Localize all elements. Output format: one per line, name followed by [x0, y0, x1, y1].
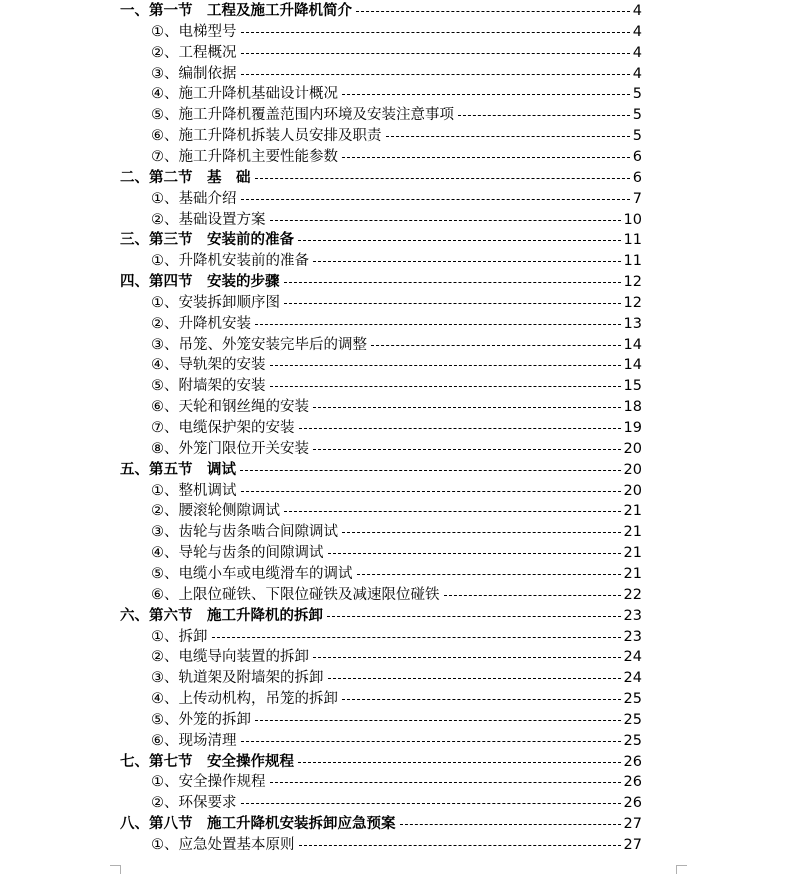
toc-entry-title: ⑤、施工升降机覆盖范围内环境及安装注意事项	[151, 107, 454, 124]
dot-leader	[212, 637, 621, 638]
toc-subsection-entry[interactable]	[151, 627, 642, 648]
toc-page-number: 6	[632, 148, 642, 165]
toc-entry-title: ②、电缆导向装置的拆卸	[151, 649, 309, 666]
toc-entry-title: ⑥、天轮和钢丝绳的安装	[151, 399, 309, 416]
dot-leader	[386, 136, 630, 137]
toc-entry-title: ③、吊笼、外笼安装完毕后的调整	[151, 336, 367, 353]
dot-leader	[328, 678, 621, 679]
toc-subsection-entry[interactable]	[151, 22, 642, 43]
toc-page-number: 20	[623, 461, 642, 478]
dot-leader	[270, 782, 621, 783]
toc-entry-title: ①、升降机安装前的准备	[151, 253, 309, 270]
toc-page-number: 23	[623, 607, 642, 624]
toc-page-number: 27	[623, 816, 642, 833]
toc-page-number: 6	[632, 169, 642, 186]
toc-subsection-entry[interactable]	[151, 418, 642, 439]
toc-page-number: 7	[632, 190, 642, 207]
toc-entry-title: ②、基础设置方案	[151, 211, 266, 228]
toc-entry-title: ①、电梯型号	[151, 23, 237, 40]
toc-subsection-entry[interactable]	[151, 668, 642, 689]
toc-subsection-entry[interactable]	[151, 689, 642, 710]
toc-subsection-entry[interactable]	[151, 355, 642, 376]
toc-subsection-entry[interactable]	[151, 647, 642, 668]
toc-section-entry[interactable]	[120, 1, 642, 22]
toc-page-number: 14	[623, 357, 642, 374]
toc-subsection-entry[interactable]	[151, 43, 642, 64]
toc-subsection-entry[interactable]	[151, 84, 642, 105]
dot-leader	[298, 762, 621, 763]
toc-entry-title: ②、腰滚轮侧隙调试	[151, 503, 280, 520]
dot-leader	[400, 824, 621, 825]
toc-entry-title: ③、编制依据	[151, 65, 237, 82]
dot-leader	[255, 720, 621, 721]
toc-section-entry[interactable]	[120, 606, 642, 627]
toc-subsection-entry[interactable]	[151, 293, 642, 314]
toc-entry-title: 八、第八节 施工升降机安装拆卸应急预案	[120, 816, 396, 833]
toc-page-number: 5	[632, 86, 642, 103]
dot-leader	[270, 220, 621, 221]
toc-page-number: 25	[623, 691, 642, 708]
toc-subsection-entry[interactable]	[151, 314, 642, 335]
toc-subsection-entry[interactable]	[151, 543, 642, 564]
toc-page-number: 4	[632, 3, 642, 19]
toc-page-number: 20	[623, 440, 642, 457]
toc-entry-title: ⑥、现场清理	[151, 732, 237, 749]
toc-subsection-entry[interactable]	[151, 105, 642, 126]
toc-entry-title: 四、第四节 安装的步骤	[120, 274, 280, 291]
page-corner-mark-left	[110, 865, 121, 874]
dot-leader	[342, 699, 621, 700]
toc-entry-title: ④、上传动机构，吊笼的拆卸	[151, 691, 338, 708]
toc-page-number: 12	[623, 294, 642, 311]
toc-subsection-entry[interactable]	[151, 397, 642, 418]
dot-leader	[357, 574, 621, 575]
dot-leader	[284, 282, 621, 283]
toc-entry-title: ①、安全操作规程	[151, 774, 266, 791]
toc-page-number: 24	[623, 649, 642, 666]
dot-leader	[342, 532, 621, 533]
toc-page-number: 10	[623, 211, 642, 228]
toc-page-number: 14	[623, 336, 642, 353]
toc-page-number: 21	[623, 503, 642, 520]
dot-leader	[255, 178, 630, 179]
toc-page-number: 11	[623, 253, 642, 270]
toc-entry-title: ③、齿轮与齿条啮合间隙调试	[151, 524, 338, 541]
toc-subsection-entry[interactable]	[151, 710, 642, 731]
toc-entry-title: ⑥、施工升降机拆装人员安排及职责	[151, 128, 382, 145]
toc-page-number: 4	[632, 44, 642, 61]
toc-page-number: 23	[623, 628, 642, 645]
dot-leader	[299, 428, 621, 429]
toc-subsection-entry[interactable]	[151, 564, 642, 585]
dot-leader	[313, 449, 621, 450]
toc-subsection-entry[interactable]	[151, 481, 642, 502]
toc-page-number: 21	[623, 524, 642, 541]
toc-page-number: 26	[623, 774, 642, 791]
toc-page-number: 13	[623, 315, 642, 332]
toc-entry-title: ③、轨道架及附墙架的拆卸	[151, 670, 324, 687]
dot-leader	[313, 407, 621, 408]
dot-leader	[458, 115, 630, 116]
toc-page-number: 19	[623, 420, 642, 436]
toc-page-number: 22	[623, 586, 642, 603]
toc-section-entry[interactable]	[120, 230, 642, 251]
toc-entry-title: ⑦、电缆保护架的安装	[151, 420, 295, 436]
toc-entry-title: ⑦、施工升降机主要性能参数	[151, 148, 338, 165]
toc-page-number: 25	[623, 732, 642, 749]
dot-leader	[299, 845, 621, 846]
toc-entry-title: 五、第五节 调试	[120, 461, 236, 478]
toc-entry-title: 三、第三节 安装前的准备	[120, 232, 294, 249]
toc-section-entry[interactable]	[120, 752, 642, 773]
dot-leader	[255, 324, 621, 325]
dot-leader	[284, 511, 621, 512]
dot-leader	[241, 491, 621, 492]
toc-entry-title: ①、拆卸	[151, 628, 208, 645]
dot-leader	[328, 553, 621, 554]
toc-page-number: 5	[632, 128, 642, 145]
toc-page-number: 26	[623, 795, 642, 812]
toc-subsection-entry[interactable]	[151, 439, 642, 460]
toc-entry-title: ②、环保要求	[151, 795, 237, 812]
toc-subsection-entry[interactable]	[151, 731, 642, 752]
dot-leader	[342, 94, 630, 95]
toc-page-number: 21	[623, 565, 642, 582]
toc-entry-title: ⑧、外笼门限位开关安装	[151, 440, 309, 457]
toc-entry-title: ⑤、电缆小车或电缆滑车的调试	[151, 565, 353, 582]
toc-entry-title: 一、第一节 工程及施工升降机简介	[120, 3, 352, 19]
toc-entry-title: 七、第七节 安全操作规程	[120, 753, 294, 770]
dot-leader	[313, 657, 621, 658]
toc-subsection-entry[interactable]	[151, 251, 642, 272]
toc-page-number: 5	[632, 107, 642, 124]
toc-subsection-entry[interactable]	[151, 501, 642, 522]
toc-entry-title: 二、第二节 基 础	[120, 169, 251, 186]
toc-entry-title: ①、基础介绍	[151, 190, 237, 207]
toc-subsection-entry[interactable]	[151, 522, 642, 543]
toc-page-number: 26	[623, 753, 642, 770]
dot-leader	[327, 616, 621, 617]
toc-subsection-entry[interactable]	[151, 189, 642, 210]
toc-page-number: 11	[623, 232, 642, 249]
toc-subsection-entry[interactable]	[151, 772, 642, 793]
toc-entry-title: ②、升降机安装	[151, 315, 251, 332]
toc-entry-title: ④、导轮与齿条的间隙调试	[151, 545, 324, 562]
dot-leader	[241, 803, 621, 804]
toc-subsection-entry[interactable]	[151, 585, 642, 606]
dot-leader	[342, 157, 630, 158]
dot-leader	[356, 11, 630, 12]
toc-page-number: 4	[632, 65, 642, 82]
dot-leader	[241, 53, 630, 54]
dot-leader	[241, 199, 630, 200]
toc-page-number: 21	[623, 545, 642, 562]
dot-leader	[371, 345, 621, 346]
dot-leader	[298, 240, 621, 241]
toc-subsection-entry[interactable]	[151, 147, 642, 168]
toc-section-entry[interactable]	[120, 460, 642, 481]
toc-entry-title: ⑤、外笼的拆卸	[151, 711, 251, 728]
toc-entry-title: ⑥、上限位碰铁、下限位碰铁及减速限位碰铁	[151, 586, 440, 603]
dot-leader	[444, 595, 621, 596]
dot-leader	[270, 386, 621, 387]
toc-page-number: 18	[623, 399, 642, 416]
toc-subsection-entry[interactable]	[151, 126, 642, 147]
toc-entry-title: ④、施工升降机基础设计概况	[151, 86, 338, 103]
toc-entry-title: ⑤、附墙架的安装	[151, 378, 266, 395]
toc-page-number: 20	[623, 482, 642, 499]
toc-entry-title: ①、整机调试	[151, 482, 237, 499]
toc-subsection-entry[interactable]	[151, 835, 642, 856]
toc-subsection-entry[interactable]	[151, 376, 642, 397]
toc-page-number: 15	[623, 378, 642, 395]
toc-entry-title: ①、应急处置基本原则	[151, 837, 295, 853]
dot-leader	[240, 470, 621, 471]
dot-leader	[241, 74, 630, 75]
toc-entry-title: ④、导轨架的安装	[151, 357, 266, 374]
toc-subsection-entry[interactable]	[151, 64, 642, 85]
toc-entry-title: ①、安装拆卸顺序图	[151, 294, 280, 311]
toc-subsection-entry[interactable]	[151, 335, 642, 356]
toc-subsection-entry[interactable]	[151, 793, 642, 814]
dot-leader	[313, 261, 621, 262]
toc-subsection-entry[interactable]	[151, 210, 642, 231]
dot-leader	[241, 741, 621, 742]
toc-section-entry[interactable]	[120, 814, 642, 835]
toc-page-number: 4	[632, 23, 642, 40]
toc-entry-title: ②、工程概况	[151, 44, 237, 61]
toc-page-number: 25	[623, 711, 642, 728]
toc-page-number: 12	[623, 274, 642, 291]
toc-page-number: 27	[623, 837, 642, 853]
toc-entry-title: 六、第六节 施工升降机的拆卸	[120, 607, 323, 624]
toc-page-number: 24	[623, 670, 642, 687]
toc-section-entry[interactable]	[120, 272, 642, 293]
page-corner-mark-right	[676, 865, 687, 874]
toc-section-entry[interactable]	[120, 168, 642, 189]
dot-leader	[284, 303, 621, 304]
dot-leader	[270, 365, 621, 366]
dot-leader	[241, 32, 630, 33]
